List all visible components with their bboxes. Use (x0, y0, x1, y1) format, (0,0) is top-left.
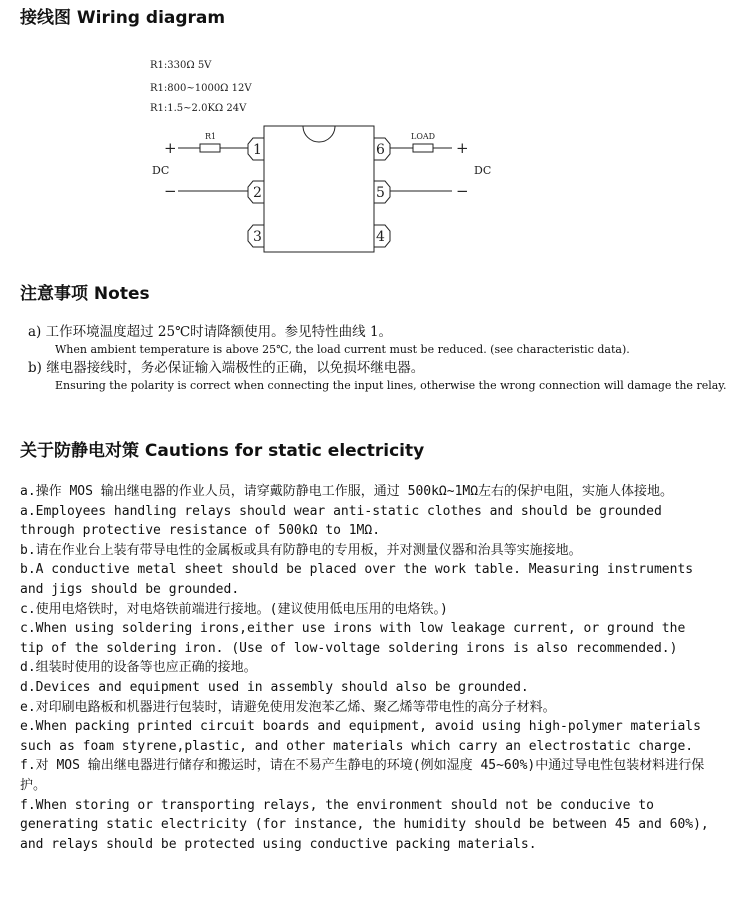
pin-5-number: 5 (376, 185, 385, 201)
relay-body (264, 126, 374, 252)
pin-2-number: 2 (253, 185, 262, 201)
note-b-en: Ensuring the polarity is correct when connecting the input lines, otherwise the wrong connection will damage the relay. (55, 379, 727, 392)
caution-e-zh: e.对印刷电路板和机器进行包装时，请避免使用发泡苯乙烯、聚乙烯等带电性的高分子材料。 (20, 699, 556, 715)
caution-a-zh: a.操作 MOS 输出继电器的作业人员，请穿戴防静电工作服，通过 500kΩ~1MΩ左右的保护电阻，实施人体接地。 (20, 484, 674, 499)
wiring-diagram (0, 40, 750, 260)
caution-e-en: e.When packing printed circuit boards and equipment, avoid using high-polymer materials such as foam styrene,plastic, and other materials which carry an electrostatic charge. (20, 719, 701, 754)
pin-3-number: 3 (253, 229, 262, 245)
r1-spec-24v: R1:1.5~2.0KΩ 24V (150, 103, 247, 114)
minus-sign-left: − (164, 182, 177, 200)
notes-heading: 注意事项 Notes (20, 284, 150, 304)
caution-b-en: b.A conductive metal sheet should be placed over the work table. Measuring instruments and jigs should be grounded. (20, 562, 694, 597)
caution-a-en: a.Employees handling relays should wear anti-static clothes and should be grounded through protective resistance of 500kΩ to 1MΩ. (20, 503, 662, 539)
cautions-heading: 关于防静电对策 Cautions for static electricity (20, 441, 425, 461)
dc-label-right: DC (474, 164, 492, 177)
note-b-zh: b) 继电器接线时，务必保证输入端极性的正确，以免损坏继电器。 (28, 360, 425, 376)
r1-label: R1 (205, 132, 217, 141)
caution-d-zh: d.组装时使用的设备等也应正确的接地。 (20, 660, 257, 676)
r1-spec-12v: R1:800~1000Ω 12V (150, 83, 252, 94)
cautions-list (20, 482, 710, 854)
notes-list (28, 322, 728, 394)
note-a-zh: a) 工作环境温度超过 25℃时请降额使用。参见特性曲线 1。 (28, 324, 393, 340)
plus-sign-left: + (164, 139, 177, 157)
pin-4-number: 4 (376, 229, 385, 245)
caution-c-zh: c.使用电烙铁时，对电烙铁前端进行接地。(建议使用低电压用的电烙铁。) (20, 601, 448, 617)
caution-f-en: f.When storing or transporting relays, the environment should not be conducive to generating static electricity (for instance, the humidity should be between 45 and 60%), and relays should be protected using conductive packing materials. (20, 797, 709, 852)
pin-6-number: 6 (376, 142, 385, 158)
caution-f-zh: f.对 MOS 输出继电器进行储存和搬运时，请在不易产生静电的环境(例如湿度 45~60%)中通过导电性包装材料进行保护。 (20, 758, 705, 793)
pin-1-number: 1 (253, 142, 262, 158)
load-box (413, 144, 433, 152)
resistor-r1 (200, 144, 220, 152)
wiring-diagram-heading: 接线图 Wiring diagram (20, 8, 226, 28)
dc-label-left: DC (152, 164, 170, 177)
load-label: LOAD (411, 132, 436, 141)
plus-sign-right: + (456, 139, 469, 157)
caution-d-en: d.Devices and equipment used in assembly should also be grounded. (20, 679, 529, 695)
pin1-notch (303, 126, 335, 142)
caution-b-zh: b.请在作业台上装有带导电性的金属板或具有防静电的专用板，并对测量仪器和治具等实施接地。 (20, 542, 582, 558)
r1-spec-5v: R1:330Ω 5V (150, 60, 212, 71)
minus-sign-right: − (456, 182, 469, 200)
caution-c-en: c.When using soldering irons,either use irons with low leakage current, or ground the tip of the soldering iron. (Use of low-voltage soldering irons is also recommended.) (20, 621, 686, 656)
note-a-en: When ambient temperature is above 25℃, the load current must be reduced. (see characteristic data). (55, 343, 630, 356)
